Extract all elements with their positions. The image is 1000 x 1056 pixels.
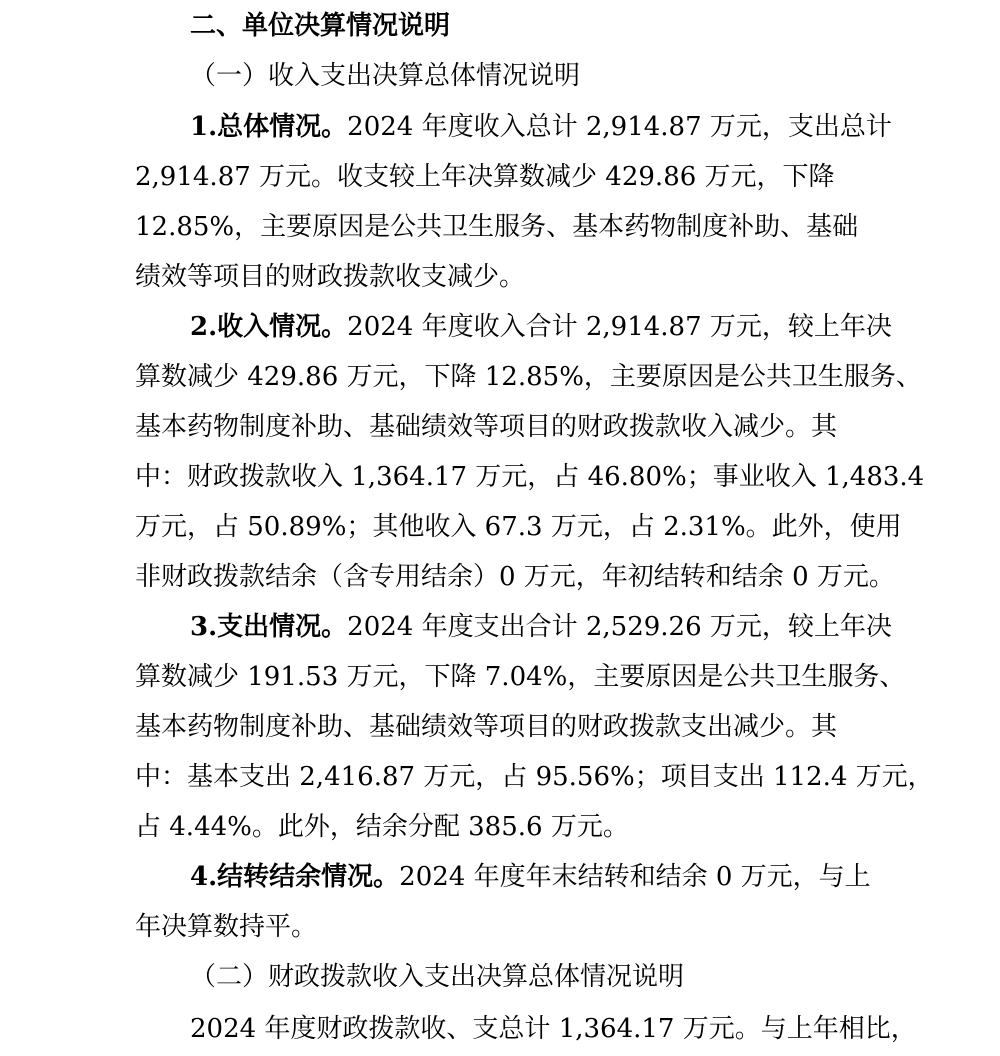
paragraph-2-line-6: 非财政拨款结余（含专用结余）0 万元，年初结转和结余 0 万元。 [135,562,895,592]
paragraph-2-line-5: 万元，占 50.89%；其他收入 67.3 万元，占 2.31%。此外，使用 [135,512,902,542]
subsection-title-2: （二）财政拨款收入支出决算总体情况说明 [190,962,685,992]
paragraph-3-line-1: 3.支出情况。2024 年度支出合计 2,529.26 万元，较上年决 [190,612,892,642]
paragraph-1-line-4: 绩效等项目的财政拨款收支减少。 [135,262,526,292]
paragraph-3-line-4: 中：基本支出 2,416.87 万元，占 95.56%；项目支出 112.4 万元， [135,762,934,792]
paragraph-3-line-5: 占 4.44%。此外，结余分配 385.6 万元。 [135,812,629,842]
paragraph-2-heading: 2.收入情况。 [190,312,348,342]
paragraph-4-heading: 4.结转结余情况。 [190,862,400,892]
paragraph-2-line-2: 算数减少 429.86 万元，下降 12.85%，主要原因是公共卫生服务、 [135,362,922,392]
paragraph-3-heading: 3.支出情况。 [190,612,348,642]
paragraph-2-line-1: 2.收入情况。2024 年度收入合计 2,914.87 万元，较上年决 [190,312,892,342]
subsection-title-1: （一）收入支出决算总体情况说明 [190,61,581,91]
paragraph-2-line-4: 中：财政拨款收入 1,364.17 万元，占 46.80%；事业收入 1,483.4 [135,462,925,492]
paragraph-5-line-1: 2024 年度财政拨款收、支总计 1,364.17 万元。与上年相比， [190,1014,917,1044]
paragraph-3-line-2: 算数减少 191.53 万元，下降 7.04%，主要原因是公共卫生服务、 [135,662,906,692]
paragraph-2-line-3: 基本药物制度补助、基础绩效等项目的财政拨款收入减少。其 [135,412,838,442]
paragraph-3-line-3: 基本药物制度补助、基础绩效等项目的财政拨款支出减少。其 [135,712,838,742]
section-title: 二、单位决算情况说明 [190,11,451,41]
paragraph-4-line-2: 年决算数持平。 [135,912,318,942]
paragraph-1-line-3: 12.85%，主要原因是公共卫生服务、基本药物制度补助、基础 [135,212,859,242]
paragraph-4-line-1: 4.结转结余情况。2024 年度年末结转和结余 0 万元，与上 [190,862,871,892]
paragraph-1-heading: 1.总体情况。 [190,112,348,142]
paragraph-1-line-2: 2,914.87 万元。收支较上年决算数减少 429.86 万元，下降 [135,162,835,192]
paragraph-1-line-1: 1.总体情况。2024 年度收入总计 2,914.87 万元，支出总计 [190,112,892,142]
